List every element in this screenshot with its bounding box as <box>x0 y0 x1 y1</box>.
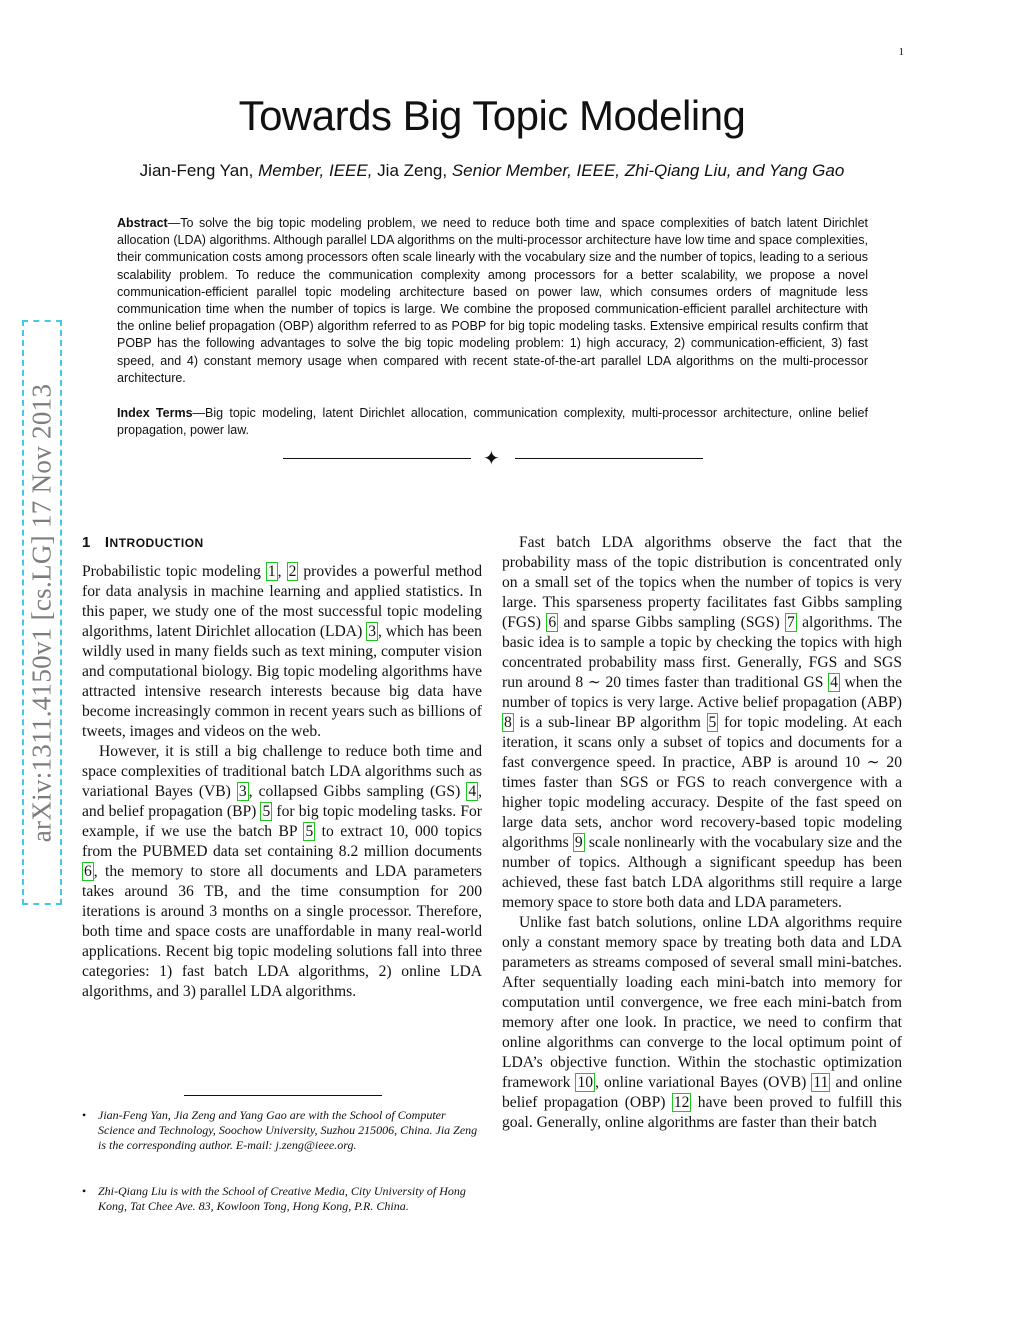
paragraph <box>502 913 902 1133</box>
paper-title: Towards Big Topic Modeling <box>238 92 746 139</box>
text-run: provides a powerful method for data analysis in machine learning and applied statistics. In this paper, we study one of the most successful topic modeling algorithms, latent Dirichlet allocation (LDA) <box>82 563 482 640</box>
index-terms-text: —Big topic modeling, latent Dirichlet allocation, communication complexity, multi-processor architecture, online belief propagation, power law. <box>117 406 868 438</box>
math-value: 10 ∼ 20 <box>844 754 902 771</box>
math-value: 10, 000 <box>389 823 439 840</box>
citation-link[interactable]: 11 <box>813 1074 829 1091</box>
index-terms <box>117 405 868 439</box>
text-run: is a sub-linear BP algorithm <box>513 714 707 731</box>
separator-line-left <box>283 458 471 459</box>
text-run: algorithms. The basic idea is to sample a topic by checking the topics with high concentrated probability mass first. Generally, FGS and SGS run around <box>502 614 903 691</box>
citation-link[interactable]: 3 <box>238 783 247 800</box>
text-run: months on a single processor. Therefore, both time and space costs are unaffordable in many real-world applications. Recent big topic modeling solutions fall into three categories: 1) fast batch LDA algorithms, 2) online LDA algorithms, and 3) parallel LDA algorithms. <box>82 903 482 1000</box>
text-run: have been proved to fulfill this goal. Generally, online algorithms are faster than their batch <box>502 1094 902 1131</box>
citation-link[interactable]: 5 <box>305 823 314 840</box>
text-run: for big topic modeling tasks. For example, if we use the batch BP <box>82 803 482 840</box>
citation-link[interactable]: 5 <box>708 714 717 731</box>
paragraph <box>82 742 482 1002</box>
bullet-icon: • <box>82 1108 87 1122</box>
math-value: 8 ∼ 20 <box>575 674 622 691</box>
footnote-text: Zhi-Qiang Liu is with the School of Creative Media, City University of Hong Kong, Tat Chee Ave. 83, Kowloon Tong, Hong Kong, P.R. China. <box>98 1184 466 1213</box>
text-run: million documents <box>358 843 482 860</box>
text-run: , and belief propagation (BP) <box>82 783 483 820</box>
abstract-text: —To solve the big topic modeling problem, we need to reduce both time and space complexities of batch latent Dirichlet allocation (LDA) algorithms. Although parallel LDA algorithms on the multi-processor architecture have low time and space complexities, their communication costs among processors often scale linearly with the vocabulary size and the number of topics, leading to a serious scalability problem. To reduce the communication complexity among processors for a better scalability, we propose a novel communication-efficient parallel topic modeling architecture based on power law, which consumes orders of magnitude less communication time when the number of topics is large. We combine the proposed communication-efficient parallel architecture with the online belief propagation (OBP) algorithm referred to as POBP for big topic modeling tasks. Extensive empirical results confirm that POBP has the following advantages to solve the big topic modeling problem: 1) high accuracy, 2) communication-efficient, 3) fast speed, and 4) constant memory usage when compared with recent state-of-the-art parallel LDA algorithms on the multi-processor architecture. <box>117 216 868 385</box>
citation-link[interactable]: 3 <box>368 623 376 640</box>
text-run: topics from the PUBMED data set containing <box>82 823 482 860</box>
math-value: 36 <box>178 883 194 900</box>
text-run: iterations is around <box>82 903 210 920</box>
author-1: Jian-Feng Yan, <box>139 161 259 180</box>
section-title-rest: NTRODUCTION <box>109 536 204 550</box>
section-title-initial: I <box>104 534 110 551</box>
section-number: 1 <box>82 534 91 551</box>
section-heading <box>82 534 204 551</box>
bullet-icon: • <box>82 1184 87 1198</box>
text-run: to extract <box>315 823 390 840</box>
footnote-text: Jian-Feng Yan, Jia Zeng and Yang Gao are with the School of Computer Science and Technology, Soochow University, Suzhou 215006, China. Jia Zeng is the corresponding author. E-mail: j.zeng@ieee.org. <box>98 1108 478 1152</box>
citation-link[interactable]: 6 <box>548 614 557 631</box>
citation-link[interactable]: 5 <box>262 803 271 820</box>
footnote-affiliation-1 <box>82 1108 482 1153</box>
author-2: Jia Zeng, <box>372 161 452 180</box>
text-run: when the number of topics is very large. Active belief propagation (ABP) <box>502 674 902 711</box>
footnote-rule <box>184 1095 382 1096</box>
text-run: Fast batch LDA algorithms observe the fact that the probability mass of the topic distribution is concentrated only on a small set of the topics when the number of topics is very large. This sparseness property facilitates fast Gibbs sampling (FGS) <box>502 534 902 631</box>
left-column <box>82 562 482 1002</box>
citation-link[interactable]: 2 <box>288 563 297 580</box>
text-run: for topic modeling. At each iteration, it scans only a subset of topics and documents for a fast convergence speed. In practice, ABP is around <box>502 714 902 771</box>
citation-link[interactable]: 10 <box>577 1074 594 1091</box>
citation-link[interactable]: 4 <box>830 674 838 691</box>
separator-line-right <box>515 458 703 459</box>
citation-link[interactable]: 6 <box>84 863 92 880</box>
citation-link[interactable]: 12 <box>673 1094 690 1111</box>
text-run: times faster than SGS or FGS to reach convergence with a higher topic modeling accuracy. Despite of the fast speed on large data sets, anchor word recovery-based topic modeling algorithms <box>502 774 902 851</box>
text-run: times faster than traditional GS <box>621 674 829 691</box>
math-value: 3 <box>209 903 218 920</box>
text-run: , <box>277 563 287 580</box>
abstract-label: Abstract <box>117 216 168 230</box>
math-value: 200 <box>458 883 482 900</box>
footnote-affiliation-2 <box>82 1184 482 1214</box>
section-separator <box>283 450 703 468</box>
text-run: , online variational Bayes (OVB) <box>595 1074 812 1091</box>
arxiv-stamp-text: arXiv:1311.4150v1 [cs.LG] 17 Nov 2013 <box>26 383 57 842</box>
text-run: TB, and the time consumption for <box>193 883 459 900</box>
paragraph <box>502 533 902 913</box>
citation-link[interactable]: 9 <box>574 834 583 851</box>
text-run: and sparse Gibbs sampling (SGS) <box>558 614 785 631</box>
diamond-icon: ✦ <box>483 448 500 470</box>
author-2-role: Senior Member, IEEE, Zhi-Qiang Liu, and Yang Gao <box>451 161 845 180</box>
abstract <box>117 215 868 387</box>
text-run: Probabilistic topic modeling <box>82 563 266 580</box>
text-run: , the memory to store all documents and LDA parameters takes around <box>82 863 482 900</box>
right-column <box>502 533 902 1133</box>
author-list <box>0 161 984 181</box>
paragraph <box>82 562 482 742</box>
citation-link[interactable]: 1 <box>267 563 276 580</box>
math-value: 8.2 <box>338 843 359 860</box>
text-run: Unlike fast batch solutions, online LDA algorithms require only a constant memory space by treating both data and LDA parameters as streams composed of several small mini-batches. After sequentially loading each mini-batch into memory for computation until convergence, we free each mini-batch from memory after one look. In practice, we need to confirm that online algorithms can converge to the local optimum point of LDA’s objective function. Within the stochastic optimization framework <box>502 914 902 1091</box>
page-number: 1 <box>898 46 904 58</box>
text-run: However, it is still a big challenge to reduce both time and space complexities of traditional batch LDA algorithms such as variational Bayes (VB) <box>82 743 482 800</box>
text-run: scale nonlinearly with the vocabulary size and the number of topics. Although a significant speedup has been achieved, these fast batch LDA algorithms still require a large memory space to store both data and LDA parameters. <box>502 834 902 911</box>
text-run: , collapsed Gibbs sampling (GS) <box>248 783 467 800</box>
text-run: and online belief propagation (OBP) <box>502 1074 902 1111</box>
citation-link[interactable]: 4 <box>468 783 477 800</box>
index-terms-label: Index Terms <box>117 406 193 420</box>
text-run: , which has been wildly used in many fields such as text mining, computer vision and computational biology. Big topic modeling algorithms have attracted intensive research interests because big data have become increasingly common in recent years such as billions of tweets, images and videos on the web. <box>82 623 482 740</box>
arxiv-stamp <box>22 320 62 905</box>
citation-link[interactable]: 7 <box>787 614 795 631</box>
author-1-role: Member, IEEE, <box>258 161 373 180</box>
citation-link[interactable]: 8 <box>504 714 512 731</box>
